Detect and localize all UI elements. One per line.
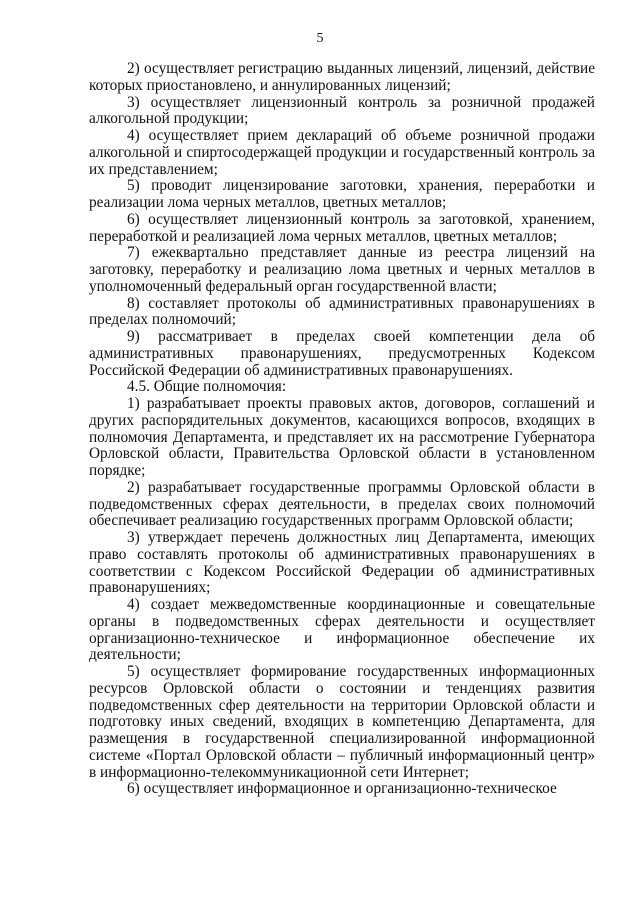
paragraph-item-5-metal-licensing: 5) проводит лицензирование заготовки, хранения, переработки и реализации лома черных металлов, цветных металлов; (89, 177, 595, 211)
section-heading-4-5: 4.5. Общие полномочия: (127, 378, 287, 396)
paragraph-item-9-case-review: 9) рассматривает в пределах своей компетенции дела об административных правонарушениях, предусмотренных Кодексом Российской Федерации об административных правонарушениях. (89, 328, 595, 379)
paragraph-general-3-officials: 3) утверждает перечень должностных лиц Департамента, имеющих право составлять протоколы об административных правонарушениях в соответствии с Кодексом Российской Федерации об административных правонарушениях; (89, 529, 595, 597)
paragraph-item-8-protocols: 8) составляет протоколы об административных правонарушениях в пределах полномочий; (89, 294, 595, 329)
body-text (89, 61, 595, 798)
paragraph-item-2-registration: 2) осуществляет регистрацию выданных лицензий, лицензий, действие которых приостановлено, и аннулированных лицензий; (89, 60, 595, 94)
page-number: 5 (316, 31, 324, 46)
paragraph-item-3-alcohol-control: 3) осуществляет лицензионный контроль за розничной продажей алкогольной продукции; (89, 93, 595, 128)
paragraph-general-5-info-resources: 5) осуществляет формирование государственных информационных ресурсов Орловской области о состоянии и тенденциях развития подведомственных сфер деятельности на территории Орловской области и подготовку иных сведений, входящих в компетенцию Департамента, для размещения в государственной специализированной информационной системе «Портал Орловской области – публичный информационный центр» в информационно-телекоммуникационной сети Интернет; (89, 663, 595, 781)
paragraph-general-4-bodies: 4) создает межведомственные координационные и совещательные органы в подведомственных сферах деятельности и осуществляет организационно-техническое и информационное обеспечение их деятельности; (89, 596, 595, 664)
paragraph-item-4-declarations: 4) осуществляет прием деклараций об объеме розничной продажи алкогольной и спиртосодержащей продукции и государственный контроль за их представлением; (89, 127, 595, 178)
paragraph-item-6-metal-control: 6) осуществляет лицензионный контроль за заготовкой, хранением, переработкой и реализацией лома черных металлов, цветных металлов; (89, 210, 595, 245)
paragraph-item-7-quarterly-data: 7) ежеквартально представляет данные из реестра лицензий на заготовку, переработку и реализацию лома цветных и черных металлов в уполномоченный федеральный орган государственной власти; (89, 244, 595, 295)
paragraph-general-2-programs: 2) разрабатывает государственные программы Орловской области в подведомственных сферах деятельности, в пределах своих полномочий обеспечивает реализацию государственных программ Орловской области; (89, 478, 595, 530)
paragraph-general-6-support: 6) осуществляет информационное и организационно-техническое (127, 780, 557, 798)
paragraph-general-1-drafts: 1) разрабатывает проекты правовых актов, договоров, соглашений и других распорядительных документов, касающихся вопросов, входящих в полномочия Департамента, и представляет их на рассмотрение Губернатора Орловской области, Правительства Орловской области в установленном порядке; (89, 395, 595, 479)
